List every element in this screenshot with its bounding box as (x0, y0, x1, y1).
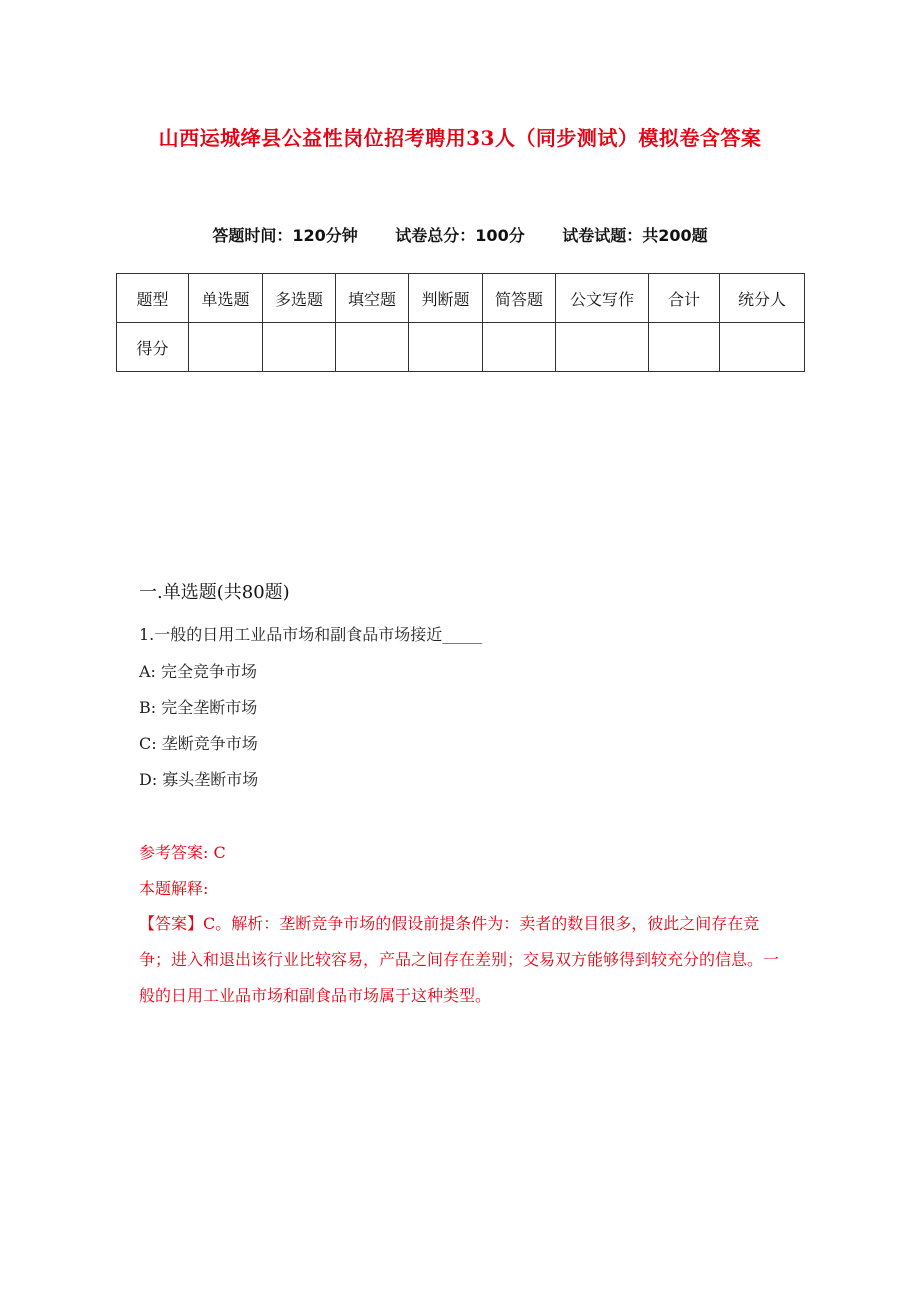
option-a: A: 完全竞争市场 (139, 662, 258, 681)
header-cell: 统分人 (720, 274, 805, 323)
header-cell: 公文写作 (556, 274, 649, 323)
score-cell (720, 323, 805, 372)
header-cell: 单选题 (189, 274, 263, 323)
header-cell: 填空题 (336, 274, 409, 323)
row-label-cell: 得分 (117, 323, 189, 372)
score-cell (409, 323, 483, 372)
question-stem: 1.一般的日用工业品市场和副食品市场接近_____ (139, 625, 483, 644)
score-cell (649, 323, 720, 372)
option-d: D: 寡头垄断市场 (139, 770, 259, 789)
reference-answer: 参考答案: C (139, 843, 226, 862)
section-title: 一.单选题(共80题) (139, 582, 290, 603)
score-cell (483, 323, 556, 372)
header-cell: 题型 (117, 274, 189, 323)
exam-time: 答题时间：120分钟 (212, 226, 358, 245)
header-cell: 合计 (649, 274, 720, 323)
score-cell (263, 323, 336, 372)
exam-meta (0, 223, 920, 246)
option-b: B: 完全垄断市场 (139, 698, 258, 717)
score-cell (556, 323, 649, 372)
explanation-text: 【答案】C。解析：垄断竞争市场的假设前提条件为：卖者的数目很多，彼此之间存在竞争；进入和退出该行业比较容易，产品之间存在差别；交易双方能够得到较充分的信息。一般的日用工业品市场和副食品市场属于这种类型。 (139, 914, 780, 1005)
score-table (116, 273, 805, 372)
score-table-row (117, 323, 805, 372)
option-c: C: 垄断竞争市场 (139, 734, 258, 753)
score-cell (189, 323, 263, 372)
explanation-label: 本题解释: (139, 879, 209, 898)
document-title: 山西运城绛县公益性岗位招考聘用33人（同步测试）模拟卷含答案 (158, 126, 762, 150)
header-cell: 多选题 (263, 274, 336, 323)
exam-question-count: 试卷试题：共200题 (562, 226, 708, 245)
score-table-header-row (117, 274, 805, 323)
score-cell (336, 323, 409, 372)
header-cell: 判断题 (409, 274, 483, 323)
exam-total-score: 试卷总分：100分 (395, 226, 525, 245)
header-cell: 简答题 (483, 274, 556, 323)
